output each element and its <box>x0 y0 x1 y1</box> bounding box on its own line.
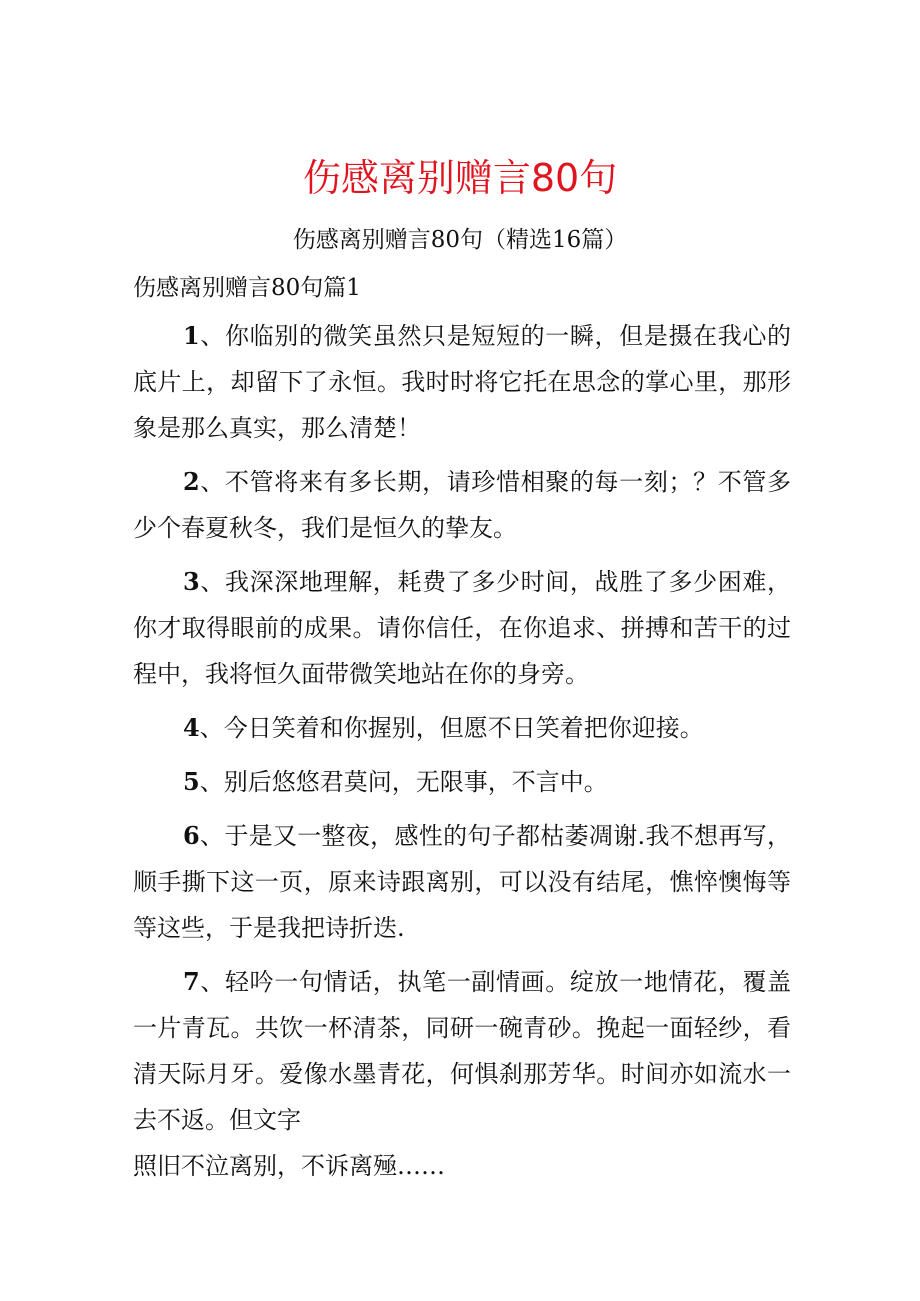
paragraph-6 <box>133 813 791 951</box>
paragraph-separator: 、 <box>199 822 225 850</box>
paragraph-text: 我深深地理解，耗费了多少时间，战胜了多少困难，你才取得眼前的成果。请你信任，在你追求、拼搏和苦干的过程中，我将恒久面带微笑地站在你的身旁。 <box>133 568 792 688</box>
paragraph-number: 7 <box>183 967 200 996</box>
paragraph-text: 今日笑着和你握别，但愿不日笑着把你迎接。 <box>223 714 704 742</box>
paragraph-separator: 、 <box>199 714 224 742</box>
paragraph-text: 你临别的微笑虽然只是短短的一瞬，但是摄在我心的底片上，却留下了永恒。我时时将它托在思念的掌心里，那形象是那么真实，那么清楚！ <box>133 322 792 442</box>
document-body <box>133 313 791 1189</box>
paragraph-5 <box>133 759 791 805</box>
paragraph-separator: 、 <box>199 768 224 796</box>
paragraph-number: 6 <box>183 821 200 850</box>
document-title: 伤感离别赠言80句 <box>302 156 618 200</box>
paragraph-text: 别后悠悠君莫问，无限事，不言中。 <box>223 768 608 796</box>
section-heading: 伤感离别赠言80句篇1 <box>133 275 361 301</box>
paragraph-number: 3 <box>183 567 200 596</box>
paragraph-separator: 、 <box>199 322 225 350</box>
paragraph-separator: 、 <box>199 968 225 996</box>
paragraph-number: 4 <box>183 713 200 742</box>
paragraph-text: 于是又一整夜，感性的句子都枯萎凋谢.我不想再写，顺手撕下这一页，原来诗跟离别，可以没有结尾，憔悴懊悔等等这些，于是我把诗折迭. <box>133 822 791 942</box>
paragraph-number: 5 <box>183 767 200 796</box>
paragraph-3 <box>133 559 791 697</box>
paragraph-4 <box>133 705 791 751</box>
paragraph-7-continuation: 照旧不泣离别，不诉离殛…… <box>133 1152 445 1180</box>
paragraph-2 <box>133 459 791 551</box>
paragraph-text: 不管将来有多长期，请珍惜相聚的每一刻；？不管多少个春夏秋冬，我们是恒久的挚友。 <box>133 468 792 542</box>
document-subtitle: 伤感离别赠言80句（精选16篇） <box>292 227 628 253</box>
paragraph-1 <box>133 313 791 451</box>
paragraph-number: 2 <box>183 467 200 496</box>
paragraph-7 <box>133 959 791 1143</box>
paragraph-separator: 、 <box>199 568 225 596</box>
paragraph-separator: 、 <box>199 468 225 496</box>
paragraph-number: 1 <box>183 321 200 350</box>
paragraph-text: 轻吟一句情话，执笔一副情画。绽放一地情花，覆盖一片青瓦。共饮一杯清茶，同研一碗青砂。挽起一面轻纱，看清天际月牙。爱像水墨青花，何惧刹那芳华。时间亦如流水一去不返。但文字 <box>133 968 792 1134</box>
